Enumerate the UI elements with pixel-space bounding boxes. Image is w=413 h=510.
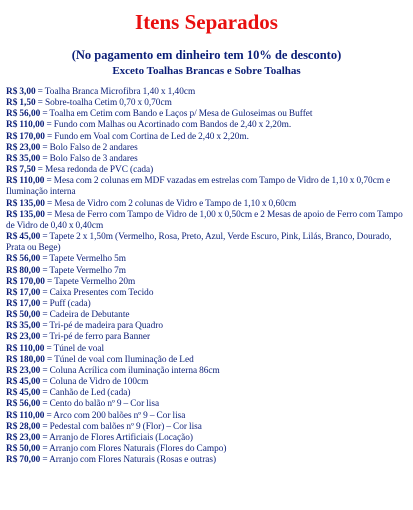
item-price: R$ 135,00	[6, 198, 45, 209]
item-description: = Caixa Presentes com Tecido	[40, 287, 154, 298]
item-description: = Tri-pé de ferro para Banner	[40, 332, 151, 343]
item-price: R$ 110,00	[6, 120, 45, 131]
price-list-item	[6, 143, 407, 154]
item-price: R$ 23,00	[6, 365, 41, 376]
item-price: R$ 35,00	[6, 153, 41, 164]
item-description: = Mesa de Vidro com 2 colunas de Vidro e Tampo de 1,10 x 0,60cm	[44, 198, 297, 209]
item-price: R$ 23,00	[6, 142, 41, 153]
item-description: = Tapete Vermelho 7m	[40, 265, 126, 276]
item-price: R$ 45,00	[6, 232, 41, 243]
exception-note: Exceto Toalhas Brancas e Sobre Toalhas	[112, 65, 301, 77]
price-list-item	[6, 355, 407, 366]
item-description: = Tapete Vermelho 5m	[40, 254, 126, 265]
price-list-item	[6, 98, 407, 109]
price-list-item	[6, 154, 407, 165]
item-description: = Mesa com 2 colunas em MDF vazadas em estrelas com Tampo de Vidro de 1,10 x 0,70cm e Iluminação interna	[6, 176, 391, 198]
price-list-item	[6, 176, 407, 198]
price-list-item	[6, 388, 407, 399]
price-list-item	[6, 444, 407, 455]
item-price: R$ 110,00	[6, 410, 45, 421]
item-description: = Pedestal com balões nº 9 (Flor) – Cor lisa	[40, 421, 202, 432]
item-price: R$ 56,00	[6, 109, 41, 120]
item-description: = Tapete Vermelho 20m	[44, 276, 136, 287]
item-price: R$ 170,00	[6, 131, 45, 142]
item-price: R$ 110,00	[6, 343, 45, 354]
item-price: R$ 180,00	[6, 354, 45, 365]
item-description: = Arranjo de Flores Artificiais (Locação)	[40, 432, 193, 443]
item-description: = Mesa de Ferro com Tampo de Vidro de 1,00 x 0,50cm e 2 Mesas de apoio de Ferro com Tampo de Vidro de 0,40 x 0,40cm	[6, 209, 403, 231]
item-price: R$ 50,00	[6, 310, 41, 321]
item-price: R$ 23,00	[6, 332, 41, 343]
price-list-item	[6, 321, 407, 332]
item-price: R$ 17,00	[6, 298, 41, 309]
item-description: = Arco com 200 balões nº 9 – Cor lisa	[44, 410, 186, 421]
item-price: R$ 35,00	[6, 321, 41, 332]
discount-note: (No pagamento em dinheiro tem 10% de desconto)	[71, 48, 342, 62]
price-list-item	[6, 433, 407, 444]
price-list-item	[6, 377, 407, 388]
item-price: R$ 70,00	[6, 455, 41, 466]
price-list-item	[6, 199, 407, 210]
item-description: = Puff (cada)	[40, 298, 91, 309]
price-list-item	[6, 299, 407, 310]
price-list-item	[6, 344, 407, 355]
item-description: = Cento do balão nº 9 – Cor lisa	[40, 399, 160, 410]
price-list-item	[6, 288, 407, 299]
item-description: = Toalha em Cetim com Bando e Laços p/ Mesa de Guloseimas ou Buffet	[40, 109, 313, 120]
item-description: = Coluna de Vidro de 100cm	[40, 377, 149, 388]
price-list-item	[6, 132, 407, 143]
item-description: = Canhão de Led (cada)	[40, 388, 131, 399]
price-list-item	[6, 366, 407, 377]
item-description: = Arranjo com Flores Naturais (Rosas e outras)	[40, 455, 217, 466]
price-list-item	[6, 455, 407, 466]
item-price: R$ 1,50	[6, 98, 36, 109]
item-description: = Mesa redonda de PVC (cada)	[35, 165, 154, 176]
item-description: = Bolo Falso de 3 andares	[40, 153, 138, 164]
price-list-item	[6, 254, 407, 265]
item-description: = Fundo em Voal com Cortina de Led de 2,40 x 2,20m.	[44, 131, 249, 142]
item-description: = Bolo Falso de 2 andares	[40, 142, 138, 153]
item-price: R$ 45,00	[6, 377, 41, 388]
price-list-item	[6, 277, 407, 288]
item-price: R$ 50,00	[6, 444, 41, 454]
item-description: = Túnel de voal com Iluminação de Led	[44, 354, 194, 365]
item-price: R$ 56,00	[6, 254, 41, 265]
item-price: R$ 56,00	[6, 399, 41, 410]
item-price: R$ 45,00	[6, 388, 41, 399]
price-list-item	[6, 232, 407, 254]
item-price: R$ 23,00	[6, 432, 41, 443]
item-description: = Fundo com Malhas ou Acortinado com Bandos de 2,40 x 2,20m.	[44, 120, 292, 131]
price-list-item	[6, 411, 407, 422]
price-list-item	[6, 165, 407, 176]
item-price: R$ 17,00	[6, 287, 41, 298]
price-list-item	[6, 399, 407, 410]
item-description: = Arranjo com Flores Naturais (Flores do Campo)	[40, 444, 227, 454]
price-list-item	[6, 310, 407, 321]
item-price: R$ 110,00	[6, 176, 45, 187]
price-list-item	[6, 109, 407, 120]
price-list-document	[0, 10, 413, 510]
item-description: = Toalha Branca Microfibra 1,40 x 1,40cm	[35, 87, 196, 97]
price-list-item	[6, 422, 407, 433]
item-description: = Coluna Acrílica com iluminação interna 86cm	[40, 365, 220, 376]
item-description: = Tri-pé de madeira para Quadro	[40, 321, 164, 332]
item-price: R$ 80,00	[6, 265, 41, 276]
price-list-item	[6, 120, 407, 131]
item-price: R$ 28,00	[6, 421, 41, 432]
item-description: = Sobre-toalha Cetim 0,70 x 0,70cm	[35, 98, 172, 109]
item-price: R$ 135,00	[6, 209, 45, 220]
item-price: R$ 170,00	[6, 276, 45, 287]
item-price: R$ 7,50	[6, 165, 36, 176]
document-title: Itens Separados	[135, 10, 278, 34]
price-list-item	[6, 266, 407, 277]
item-description: = Cadeira de Debutante	[40, 310, 130, 321]
item-description: = Tapete 2 x 1,50m (Vermelho, Rosa, Preto, Azul, Verde Escuro, Pink, Lilás, Branco, Dourado, Prata ou Bege)	[6, 232, 392, 254]
price-list-item	[6, 87, 407, 98]
price-list-item	[6, 210, 407, 232]
price-list-item	[6, 332, 407, 343]
item-price: R$ 3,00	[6, 87, 36, 97]
item-description: = Túnel de voal	[44, 343, 105, 354]
price-list	[6, 87, 407, 466]
